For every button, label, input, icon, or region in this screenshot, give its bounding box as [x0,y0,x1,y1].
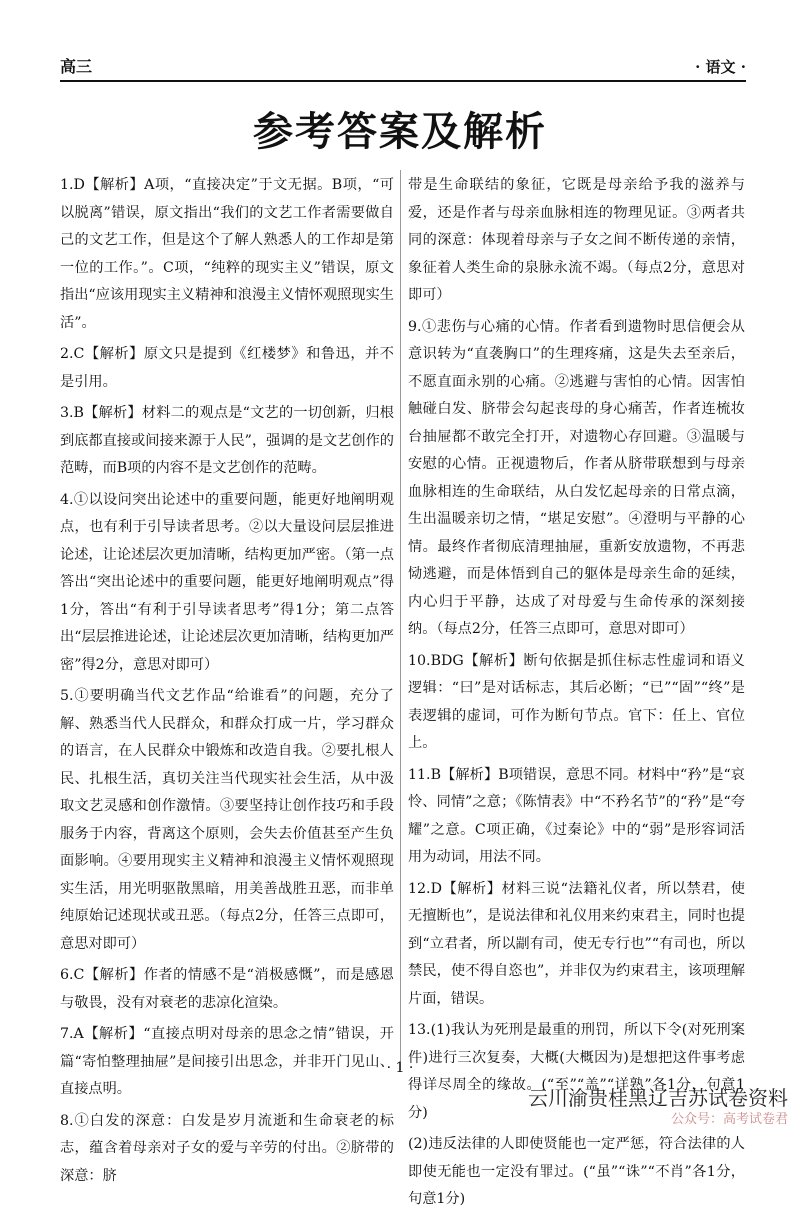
left-column [60,172,394,1194]
watermark-text: 云川渝贵桂黑辽吉苏试卷资料 [528,1086,788,1110]
answer-item-13-2: (2)违反法律的人即使贤能也一定严惩，符合法律的人即使无能也一定没有罪过。(“虽”“诛”“不肖”各1分，句意1分) [408,1136,745,1207]
subject-label: · 语文 · [695,58,746,76]
column-divider [400,170,401,1070]
answer-item-12: 12.D【解析】材料三说“法籍礼仪者，所以禁君，使无擅断也”，是说法律和礼仪用来约束君主，同时也提到“立君者，所以剬有司，使无专行也”“有司也，所以禁民，使不得自恣也”，并非仅为约束君主，该项理解片面，错误。 [408,880,745,1007]
page-title: 参考答案及解析 [253,109,547,155]
answer-item-5: 5.①要明确当代文艺作品“给谁看”的问题，充分了解、熟悉当代人民群众，和群众打成一片，学习群众的语言，在人民群众中锻炼和改造自我。②要扎根人民、扎根生活，真切关注当代现实社会生活，从中汲取文艺灵感和创作激情。③要坚持让创作技巧和手段服务于内容，背离这个原则，会失去价值甚至产生负面影响。④要用现实主义精神和浪漫主义情怀观照现实生活，用光明驱散黑暗，用美善战胜丑恶，而非单纯原始记述现状或丑恶。（每点2分，任答三点即可，意思对即可） [60,688,394,952]
answer-item-8: 8.①白发的深意：白发是岁月流逝和生命衰老的标志，蕴含着母亲对子女的爱与辛劳的付出。②脐带的深意：脐 [60,1112,394,1184]
answer-item-11: 11.B【解析】B项错误，意思不同。材料中“矜”是“哀怜、同情”之意；《陈情表》中“不矜名节”的“矜”是“夸耀”之意。C项正确，《过秦论》中的“弱”是形容词活用为动词，用法不同。 [408,766,745,865]
answer-item-7: 7.A【解析】“直接点明对母亲的思念之情”错误，开篇“寄怕整理抽屉”是间接引出思念，并非开门见山、直接点明。 [60,1026,394,1097]
watermark-account: 公众号：高考试卷君 [670,1112,788,1127]
answer-item-6: 6.C【解析】作者的情感不是“消极感慨”，而是感恩与敬畏，没有对衰老的悲凉化渲染。 [60,967,394,1011]
answer-item-8-cont: 带是生命联结的象征，它既是母亲给予我的滋养与爱，还是作者与母亲血脉相连的物理见证。③两者共同的深意：体现着母亲与子女之间不断传递的亲情，象征着人类生命的泉脉永流不竭。（每点2分，意思对即可） [408,177,745,303]
answer-item-1: 1.D【解析】A项，“直接决定”于文无据。B项，“可以脱离”错误，原文指出“我们的文艺工作者需要做自己的文艺工作，但是这个了解人熟悉人的工作却是第一位的工作。”。C项，“纯粹的现实主义”错误，原文指出“应该用现实主义精神和浪漫主义情怀观照现实生活”。 [60,177,394,331]
answer-item-13-1: 13.(1)我认为死刑是最重的刑罚，所以下令(对死刑案件)进行三次复奏，大概(大概因为)是想把这件事考虑得详尽周全的缘故。(“至”“盖”“详熟”各1分，句意1分) [408,1022,745,1121]
answer-item-4: 4.①以设问突出论述中的重要问题，能更好地阐明观点，也有利于引导读者思考。②以大量设问层层推进论述，让论述层次更加清晰，结构更加严密。（第一点答出“突出论述中的重要问题，能更好地阐明观点”得1分，答出“有利于引导读者思考”得1分；第二点答出“层层推进论述，让论述层次更加清晰，结构更加严密”得2分，意思对即可） [60,491,394,673]
page-number: · 1 · [386,1060,414,1076]
page-header [60,56,746,82]
answer-item-2: 2.C【解析】原文只是提到《红楼梦》和鲁迅，并不是引用。 [60,346,394,390]
grade-label: 高三 [60,57,93,76]
answer-item-10: 10.BDG【解析】断句依据是抓住标志性虚词和语义逻辑：“曰”是对话标志，其后必断；“已”“固”“终”是表逻辑的虚词，可作为断句节点。官下：任上、官位上。 [408,652,745,751]
answer-item-3: 3.B【解析】材料二的观点是“文艺的一切创新，归根到底都直接或间接来源于人民”，强调的是文艺创作的范畴，而B项的内容不是文艺创作的范畴。 [60,405,394,476]
answer-item-9: 9.①悲伤与心痛的心情。作者看到遗物时思信便会从意识转为“直袭胸口”的生理疼痛，这是失去至亲后，不愿直面永别的心痛。②逃避与害怕的心情。因害怕触碰白发、脐带会勾起丧母的身心痛苦，作者连梳妆台抽屉都不敢完全打开，对遗物心存回避。③温暖与安慰的心情。正视遗物后，作者从脐带联想到与母亲血脉相连的生命联结，从白发忆起母亲的日常点滴，生出温暖亲切之情，“堪足安慰”。④澄明与平静的心情。最终作者彻底清理抽屉，重新安放遗物，不再悲恸逃避，而是体悟到自己的躯体是母亲生命的延续，内心归于平静，达成了对母爱与生命传承的深刻接纳。（每点2分，任答三点即可，意思对即可） [408,318,745,637]
